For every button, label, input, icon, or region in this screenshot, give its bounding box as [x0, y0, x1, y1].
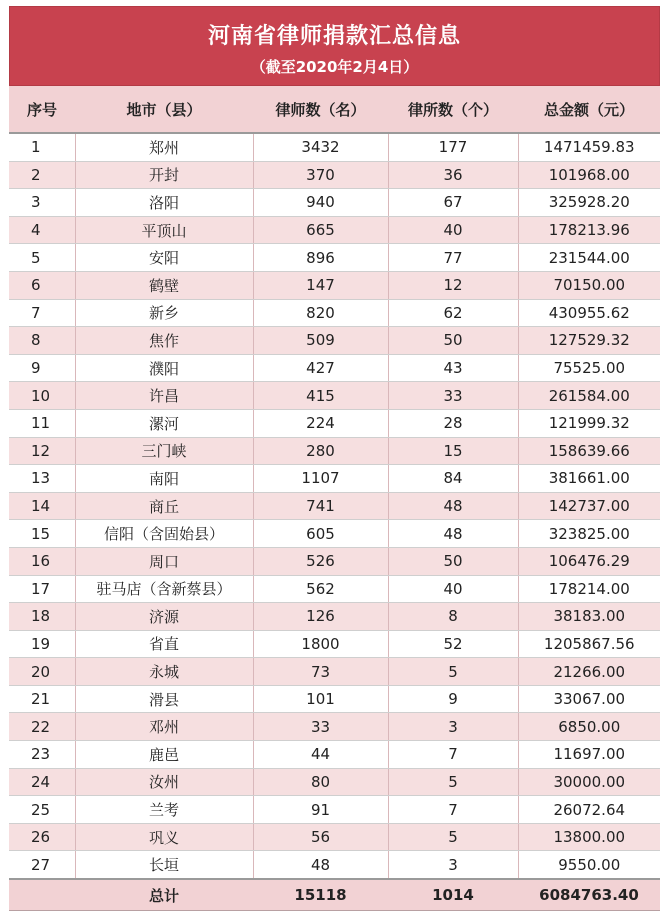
- row-firms-cell: 7: [388, 741, 518, 769]
- table-row: [9, 465, 660, 493]
- row-firms-cell: 67: [388, 189, 518, 217]
- row-amount-cell: 9550.00: [518, 851, 660, 879]
- row-firms-cell: 36: [388, 161, 518, 189]
- row-no-cell: 14: [9, 492, 75, 520]
- table-row: [9, 851, 660, 879]
- row-city-cell: 平顶山: [75, 216, 253, 244]
- row-city-cell: 洛阳: [75, 189, 253, 217]
- row-firms-cell: 62: [388, 299, 518, 327]
- row-city-cell: 省直: [75, 630, 253, 658]
- row-no-cell: 18: [9, 603, 75, 631]
- row-firms-cell: 40: [388, 575, 518, 603]
- table-row: [9, 685, 660, 713]
- row-city-cell: 三门峡: [75, 437, 253, 465]
- row-firms-cell: 8: [388, 603, 518, 631]
- table-row: [9, 382, 660, 410]
- table-row: [9, 575, 660, 603]
- row-city-cell: 巩义: [75, 823, 253, 851]
- page-title: 河南省律师捐款汇总信息: [207, 24, 461, 49]
- row-no-cell: 13: [9, 465, 75, 493]
- table-row: [9, 603, 660, 631]
- row-city-cell: 鹤壁: [75, 271, 253, 299]
- row-firms-cell: 84: [388, 465, 518, 493]
- row-no-cell: 16: [9, 547, 75, 575]
- row-firms-cell: 15: [388, 437, 518, 465]
- row-firms-cell: 48: [388, 492, 518, 520]
- row-amount-cell: 430955.62: [518, 299, 660, 327]
- row-lawyers-cell: 280: [253, 437, 388, 465]
- row-lawyers-cell: 48: [253, 851, 388, 879]
- row-amount-cell: 178213.96: [518, 216, 660, 244]
- row-lawyers-cell: 1107: [253, 465, 388, 493]
- table-row: [9, 244, 660, 272]
- header-row: [9, 86, 660, 133]
- row-city-cell: 永城: [75, 658, 253, 686]
- row-city-cell: 郑州: [75, 133, 253, 161]
- row-lawyers-cell: 940: [253, 189, 388, 217]
- row-no-cell: 3: [9, 189, 75, 217]
- row-city-cell: 驻马店（含新蔡县）: [75, 575, 253, 603]
- row-lawyers-cell: 33: [253, 713, 388, 741]
- table-row: [9, 768, 660, 796]
- row-city-cell: 鹿邑: [75, 741, 253, 769]
- row-city-cell: 新乡: [75, 299, 253, 327]
- row-no-cell: 24: [9, 768, 75, 796]
- donation-summary-sheet: [9, 6, 660, 911]
- row-lawyers-cell: 370: [253, 161, 388, 189]
- total-lawyers: 15118: [253, 879, 388, 911]
- row-lawyers-cell: 415: [253, 382, 388, 410]
- row-firms-cell: 48: [388, 520, 518, 548]
- total-no-cell: [9, 879, 75, 911]
- table-row: [9, 547, 660, 575]
- row-amount-cell: 26072.64: [518, 796, 660, 824]
- row-city-cell: 周口: [75, 547, 253, 575]
- row-amount-cell: 231544.00: [518, 244, 660, 272]
- row-city-cell: 许昌: [75, 382, 253, 410]
- row-amount-cell: 121999.32: [518, 409, 660, 437]
- table-row: [9, 409, 660, 437]
- row-amount-cell: 75525.00: [518, 354, 660, 382]
- row-lawyers-cell: 3432: [253, 133, 388, 161]
- row-city-cell: 焦作: [75, 327, 253, 355]
- table-row: [9, 658, 660, 686]
- table-row: [9, 354, 660, 382]
- row-no-cell: 15: [9, 520, 75, 548]
- row-firms-cell: 77: [388, 244, 518, 272]
- row-lawyers-cell: 126: [253, 603, 388, 631]
- row-city-cell: 济源: [75, 603, 253, 631]
- row-no-cell: 1: [9, 133, 75, 161]
- row-firms-cell: 5: [388, 658, 518, 686]
- row-lawyers-cell: 526: [253, 547, 388, 575]
- row-no-cell: 9: [9, 354, 75, 382]
- row-city-cell: 开封: [75, 161, 253, 189]
- row-lawyers-cell: 80: [253, 768, 388, 796]
- row-lawyers-cell: 427: [253, 354, 388, 382]
- header-firms: 律所数（个）: [388, 86, 518, 133]
- row-city-cell: 汝州: [75, 768, 253, 796]
- row-amount-cell: 70150.00: [518, 271, 660, 299]
- row-lawyers-cell: 1800: [253, 630, 388, 658]
- row-no-cell: 23: [9, 741, 75, 769]
- total-label: 总计: [75, 879, 253, 911]
- row-firms-cell: 12: [388, 271, 518, 299]
- row-amount-cell: 33067.00: [518, 685, 660, 713]
- row-lawyers-cell: 44: [253, 741, 388, 769]
- row-amount-cell: 38183.00: [518, 603, 660, 631]
- row-no-cell: 10: [9, 382, 75, 410]
- table-row: [9, 327, 660, 355]
- row-no-cell: 2: [9, 161, 75, 189]
- row-amount-cell: 381661.00: [518, 465, 660, 493]
- row-no-cell: 11: [9, 409, 75, 437]
- row-city-cell: 商丘: [75, 492, 253, 520]
- row-lawyers-cell: 820: [253, 299, 388, 327]
- header-no: 序号: [9, 86, 75, 133]
- row-lawyers-cell: 896: [253, 244, 388, 272]
- row-no-cell: 26: [9, 823, 75, 851]
- table-row: [9, 741, 660, 769]
- total-row: [9, 879, 660, 911]
- header-amount: 总金额（元）: [518, 86, 660, 133]
- row-amount-cell: 261584.00: [518, 382, 660, 410]
- row-no-cell: 19: [9, 630, 75, 658]
- row-city-cell: 安阳: [75, 244, 253, 272]
- row-no-cell: 22: [9, 713, 75, 741]
- row-amount-cell: 21266.00: [518, 658, 660, 686]
- row-lawyers-cell: 665: [253, 216, 388, 244]
- row-lawyers-cell: 605: [253, 520, 388, 548]
- row-city-cell: 漯河: [75, 409, 253, 437]
- table-row: [9, 492, 660, 520]
- row-amount-cell: 11697.00: [518, 741, 660, 769]
- row-city-cell: 南阳: [75, 465, 253, 493]
- row-no-cell: 27: [9, 851, 75, 879]
- row-lawyers-cell: 101: [253, 685, 388, 713]
- table-row: [9, 133, 660, 161]
- row-firms-cell: 5: [388, 823, 518, 851]
- row-lawyers-cell: 73: [253, 658, 388, 686]
- row-amount-cell: 1205867.56: [518, 630, 660, 658]
- row-lawyers-cell: 741: [253, 492, 388, 520]
- row-lawyers-cell: 147: [253, 271, 388, 299]
- row-lawyers-cell: 224: [253, 409, 388, 437]
- header-city: 地市（县）: [75, 86, 253, 133]
- row-firms-cell: 40: [388, 216, 518, 244]
- row-no-cell: 17: [9, 575, 75, 603]
- table-row: [9, 271, 660, 299]
- row-no-cell: 20: [9, 658, 75, 686]
- page-subtitle: （截至2020年2月4日）: [250, 58, 419, 76]
- row-city-cell: 邓州: [75, 713, 253, 741]
- row-amount-cell: 142737.00: [518, 492, 660, 520]
- row-amount-cell: 30000.00: [518, 768, 660, 796]
- row-no-cell: 5: [9, 244, 75, 272]
- row-lawyers-cell: 91: [253, 796, 388, 824]
- row-amount-cell: 106476.29: [518, 547, 660, 575]
- row-firms-cell: 28: [388, 409, 518, 437]
- row-firms-cell: 9: [388, 685, 518, 713]
- row-city-cell: 信阳（含固始县）: [75, 520, 253, 548]
- row-amount-cell: 325928.20: [518, 189, 660, 217]
- table-row: [9, 796, 660, 824]
- row-amount-cell: 323825.00: [518, 520, 660, 548]
- row-lawyers-cell: 509: [253, 327, 388, 355]
- row-firms-cell: 43: [388, 354, 518, 382]
- row-amount-cell: 158639.66: [518, 437, 660, 465]
- row-amount-cell: 13800.00: [518, 823, 660, 851]
- row-no-cell: 8: [9, 327, 75, 355]
- row-amount-cell: 6850.00: [518, 713, 660, 741]
- row-firms-cell: 177: [388, 133, 518, 161]
- row-no-cell: 4: [9, 216, 75, 244]
- table-row: [9, 299, 660, 327]
- row-firms-cell: 3: [388, 851, 518, 879]
- table-row: [9, 216, 660, 244]
- row-firms-cell: 7: [388, 796, 518, 824]
- row-lawyers-cell: 562: [253, 575, 388, 603]
- row-no-cell: 6: [9, 271, 75, 299]
- row-amount-cell: 178214.00: [518, 575, 660, 603]
- row-firms-cell: 50: [388, 547, 518, 575]
- row-city-cell: 长垣: [75, 851, 253, 879]
- row-amount-cell: 1471459.83: [518, 133, 660, 161]
- header-lawyers: 律师数（名）: [253, 86, 388, 133]
- row-no-cell: 21: [9, 685, 75, 713]
- row-firms-cell: 5: [388, 768, 518, 796]
- table-row: [9, 823, 660, 851]
- row-no-cell: 25: [9, 796, 75, 824]
- table-row: [9, 630, 660, 658]
- total-firms: 1014: [388, 879, 518, 911]
- table-row: [9, 520, 660, 548]
- table-row: [9, 189, 660, 217]
- row-firms-cell: 3: [388, 713, 518, 741]
- row-firms-cell: 33: [388, 382, 518, 410]
- row-city-cell: 兰考: [75, 796, 253, 824]
- total-amount: 6084763.40: [518, 879, 660, 911]
- row-amount-cell: 127529.32: [518, 327, 660, 355]
- row-lawyers-cell: 56: [253, 823, 388, 851]
- table-row: [9, 161, 660, 189]
- table-row: [9, 713, 660, 741]
- table-row: [9, 437, 660, 465]
- title-banner: [9, 6, 660, 86]
- row-no-cell: 12: [9, 437, 75, 465]
- donation-table: [9, 86, 660, 911]
- row-city-cell: 滑县: [75, 685, 253, 713]
- row-no-cell: 7: [9, 299, 75, 327]
- row-firms-cell: 52: [388, 630, 518, 658]
- row-amount-cell: 101968.00: [518, 161, 660, 189]
- row-firms-cell: 50: [388, 327, 518, 355]
- row-city-cell: 濮阳: [75, 354, 253, 382]
